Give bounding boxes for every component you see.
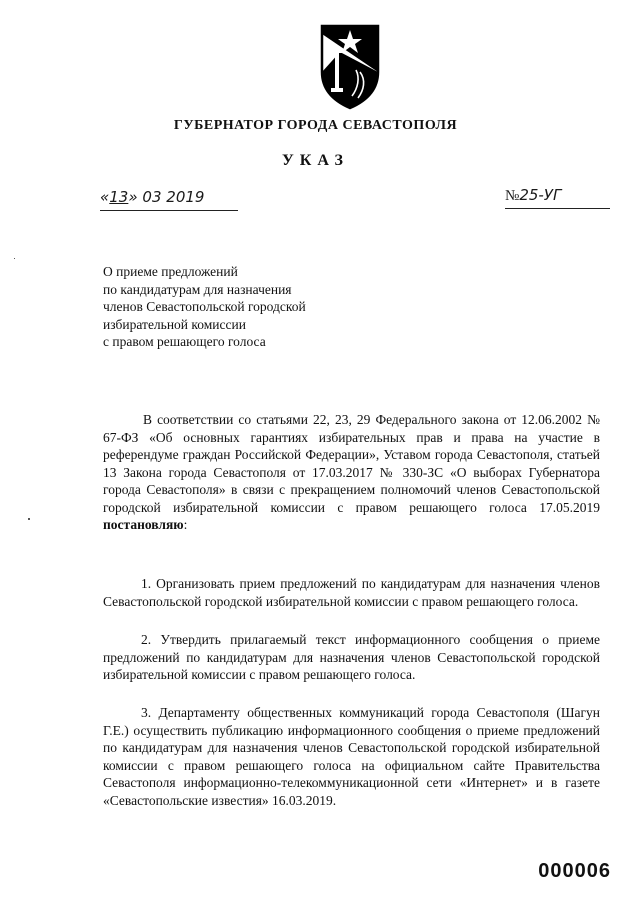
date-close-quote: » [128,188,138,206]
decree-item-2: 2. Утвердить прилагаемый текст информационного сообщения о приеме предложений по кандидатурам для назначения членов Севастопольской городской избирательной комиссии с правом решающего голоса. [103,632,600,682]
issuing-authority: ГУБЕРНАТОР ГОРОДА СЕВАСТОПОЛЯ [173,118,458,133]
decree-word: постановляю [103,517,184,532]
preamble-tail: : [183,517,188,532]
document-date [100,188,238,211]
coat-of-arms-icon [318,22,382,110]
decree-item-1: 1. Организовать прием предложений по кандидатурам для назначения членов Севастопольской городской избирательной комиссии с правом решающего голоса. [103,576,600,609]
date-year: 2019 [166,188,205,206]
subject-line: по кандидатурам для назначения [103,281,292,297]
subject-line: членов Севастопольской городской [103,299,306,314]
scan-speck [28,518,30,520]
document-subject [103,263,306,351]
date-day: 13 [109,188,129,206]
preamble-paragraph [103,411,600,534]
document-number [505,186,610,209]
number-value: 25-УГ [519,186,562,204]
subject-line: с правом решающего голоса [103,334,266,349]
decree-item-3: 3. Департаменту общественных коммуникаций города Севастополя (Шагун Г.Е.) осуществить публикацию информационного сообщения о приеме предложений по кандидатурам для назначения членов Севастопольской городской избирательной комиссии с правом решающего голоса на официальном сайте Правительства Севастополя информационно-телекоммуникационной сети «Интернет» и в газете «Севастопольские известия» 16.03.2019. [103,705,600,808]
document-type-title: УКАЗ [282,152,349,169]
date-month: 03 [142,188,162,206]
page-number: 000006 [538,860,611,882]
number-prefix: № [505,188,520,204]
date-open-quote: « [100,188,110,206]
preamble-text: В соответствии со статьями 22, 23, 29 Федерального закона от 12.06.2002 № 67-ФЗ «Об основных гарантиях избирательных прав и права на участие в референдуме граждан Российской Федерации», Уставом города Севастополя, статьей 13 Закона города Севастополя от 17.03.2017 № 330-ЗС «О выборах Губернатора города Севастополя» в связи с прекращением полномочий членов Севастопольской городской избирательной комиссии с правом решающего голоса 17.05.2019 [103,412,600,515]
subject-line: избирательной комиссии [103,316,246,332]
scan-speck [14,258,15,259]
subject-line: О приеме предложений [103,264,238,279]
